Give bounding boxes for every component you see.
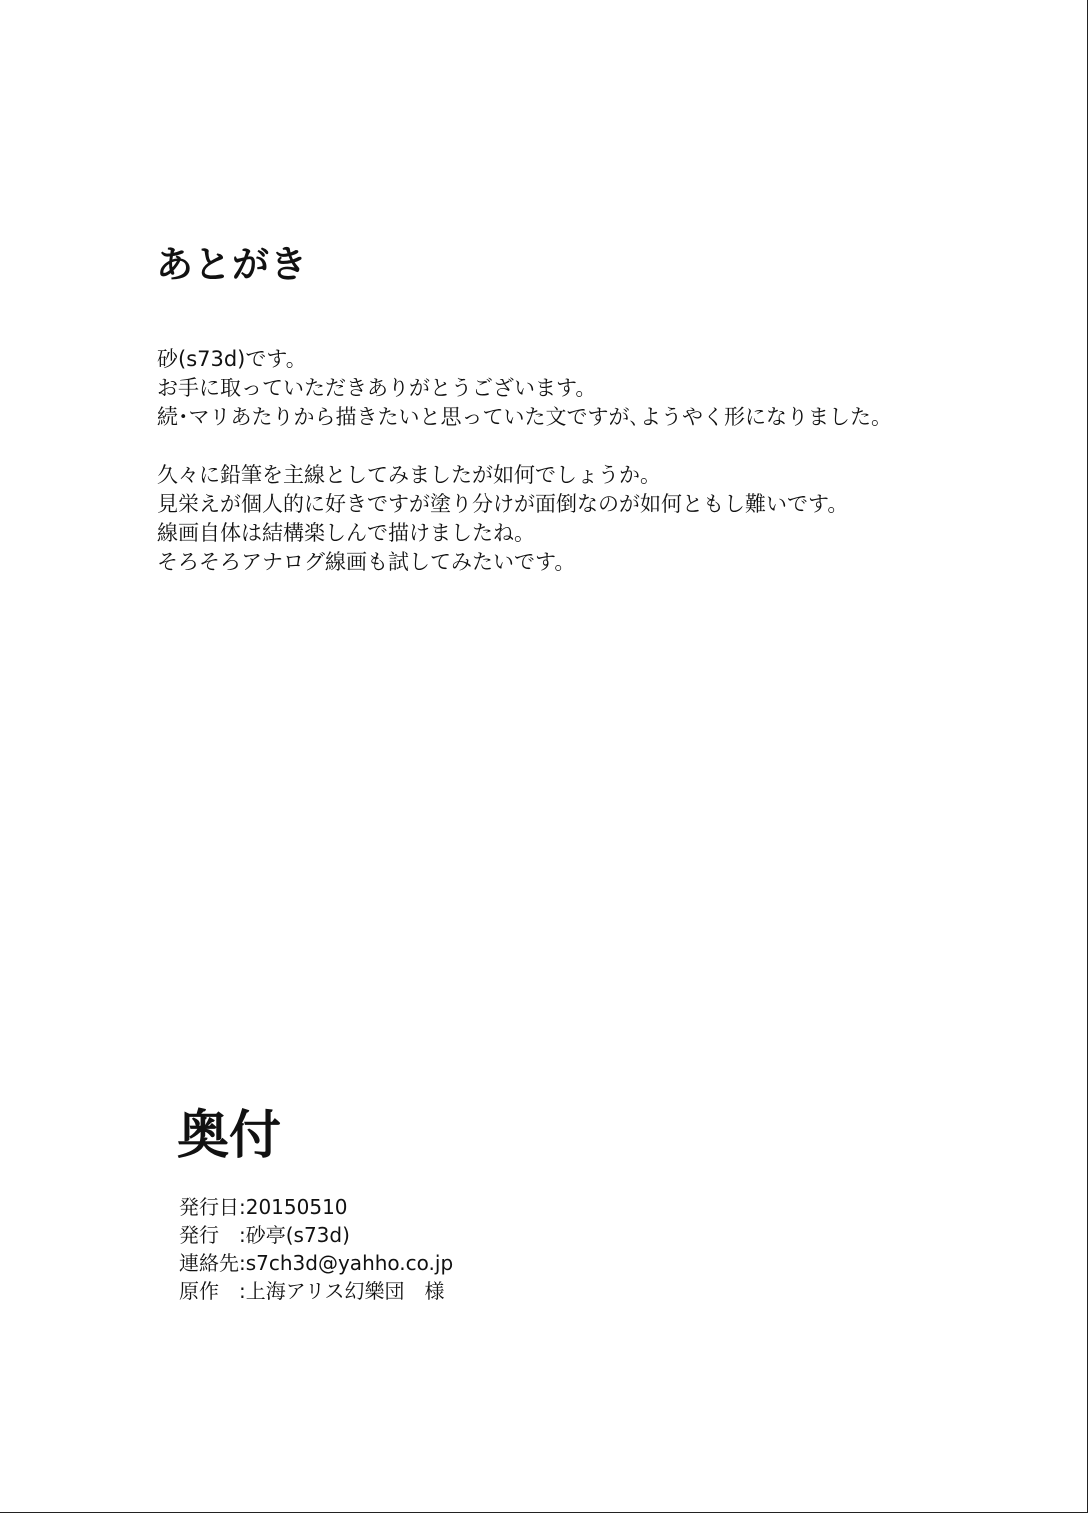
colophon-row-publisher: 発行 :砂亭(s73d) (179, 1223, 350, 1247)
afterword-line: 線画自体は結構楽しんで描けましたね。 (157, 521, 535, 545)
afterword-line: 続･マリあたりから描きたいと思っていた文ですが､ようやく形になりました。 (157, 405, 892, 429)
colophon-row-publish-date: 発行日:20150510 (179, 1195, 348, 1219)
afterword-body (157, 345, 892, 577)
afterword-line: 見栄えが個人的に好きですが塗り分けが面倒なのが如何ともし難いです。 (157, 492, 849, 516)
colophon-row-contact: 連絡先:s7ch3d@yahho.co.jp (179, 1251, 454, 1275)
colophon-title: 奥付 (177, 1106, 282, 1166)
afterword-line: 久々に鉛筆を主線としてみましたが如何でしょうか。 (157, 463, 661, 487)
colophon-details (179, 1193, 453, 1305)
afterword-line: 砂(s73d)です。 (157, 347, 307, 371)
colophon-row-original-work: 原作 :上海アリス幻樂団 様 (179, 1279, 445, 1303)
afterword-title: あとがき (156, 243, 308, 286)
afterword-line: お手に取っていただきありがとうございます。 (157, 376, 597, 400)
paragraph-gap (157, 432, 892, 461)
afterword-line: そろそろアナログ線画も試してみたいです。 (157, 550, 576, 574)
